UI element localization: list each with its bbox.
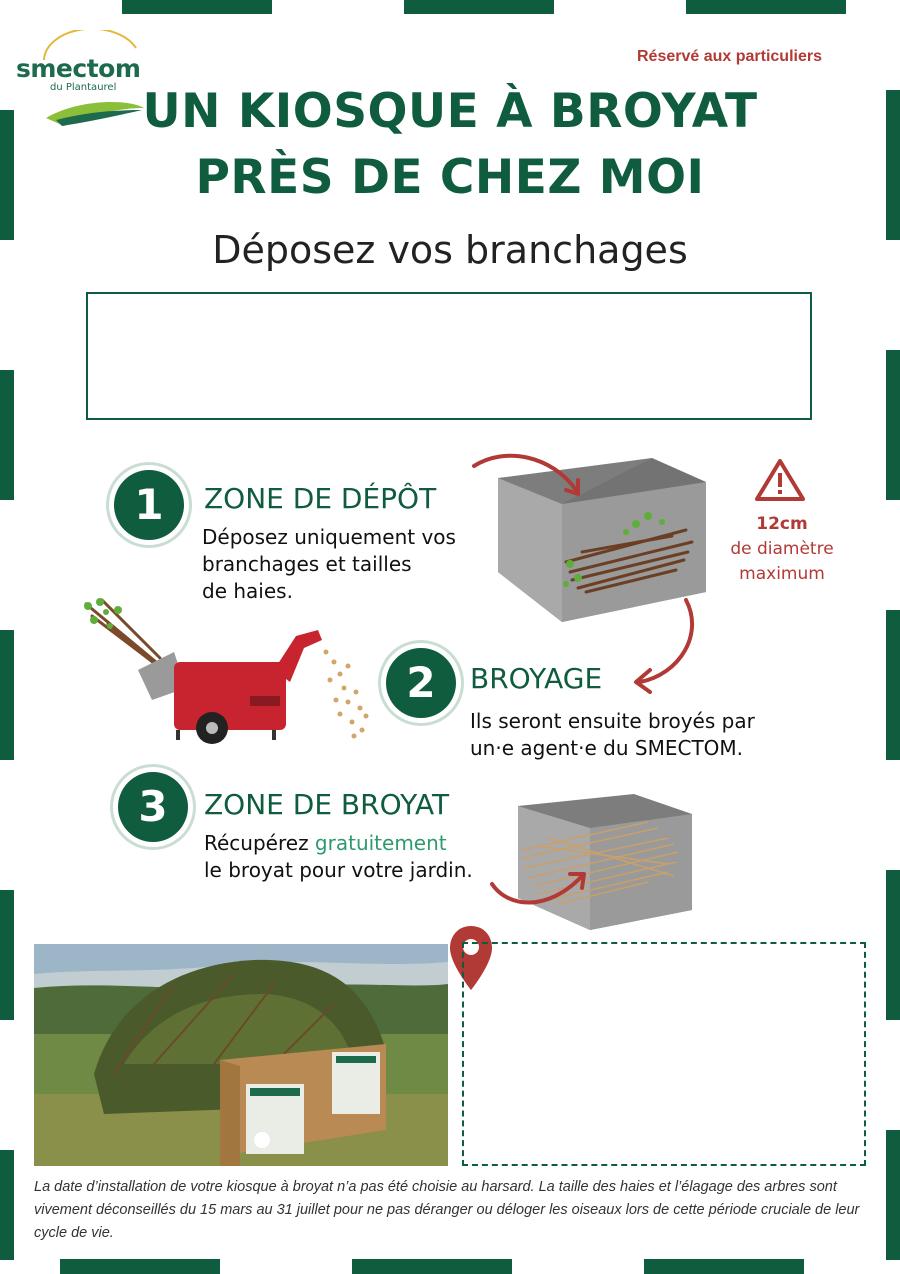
step-1-title: ZONE DE DÉPÔT [204, 482, 437, 515]
wood-chipper-icon [78, 596, 374, 746]
warning-icon [754, 458, 806, 502]
step-1-number: 1 [134, 480, 164, 529]
step-1-badge [114, 470, 184, 540]
step-3-badge [118, 772, 188, 842]
page-title-line1: UN KIOSQUE À BROYAT [142, 84, 758, 139]
mulch-bin-illustration [478, 788, 700, 934]
location-box [462, 942, 866, 1166]
step-3-text: Récupérez gratuitement le broyat pour votre jardin. [204, 831, 473, 882]
step-3-title: ZONE DE BROYAT [204, 788, 450, 821]
step-2-badge [386, 648, 456, 718]
address-box [86, 292, 812, 420]
step-3-number: 3 [138, 782, 168, 831]
free-highlight: gratuitement [314, 831, 447, 855]
brand-name: smectom [16, 54, 141, 83]
reserved-notice: Réservé aux particuliers [637, 48, 822, 65]
page-subtitle: Déposez vos branchages [212, 228, 688, 272]
diameter-warning: 12cm de diamètre maximum [730, 514, 834, 584]
kiosk-photo [34, 944, 448, 1166]
footnote: La date d’installation de votre kiosque à broyat n’a pas été choisie au harsard. La taille des haies et l’élagage des arbres sont vivement déconseillés du 15 mars au 31 juillet pour ne pas déranger ou déloger les oiseaux lors de cette période cruciale de leur cycle de vie. [34, 1179, 860, 1241]
brand-subtitle: du Plantaurel [50, 82, 117, 93]
step-1-text: Déposez uniquement vos branchages et tailles de haies. [202, 525, 456, 603]
step-2-text: Ils seront ensuite broyés par un·e agent·e du SMECTOM. [470, 709, 755, 760]
arrow-to-step-2 [600, 594, 710, 698]
step-2-title: BROYAGE [470, 662, 603, 695]
page-title-line2: PRÈS DE CHEZ MOI [195, 150, 705, 205]
step-2-number: 2 [406, 658, 436, 707]
